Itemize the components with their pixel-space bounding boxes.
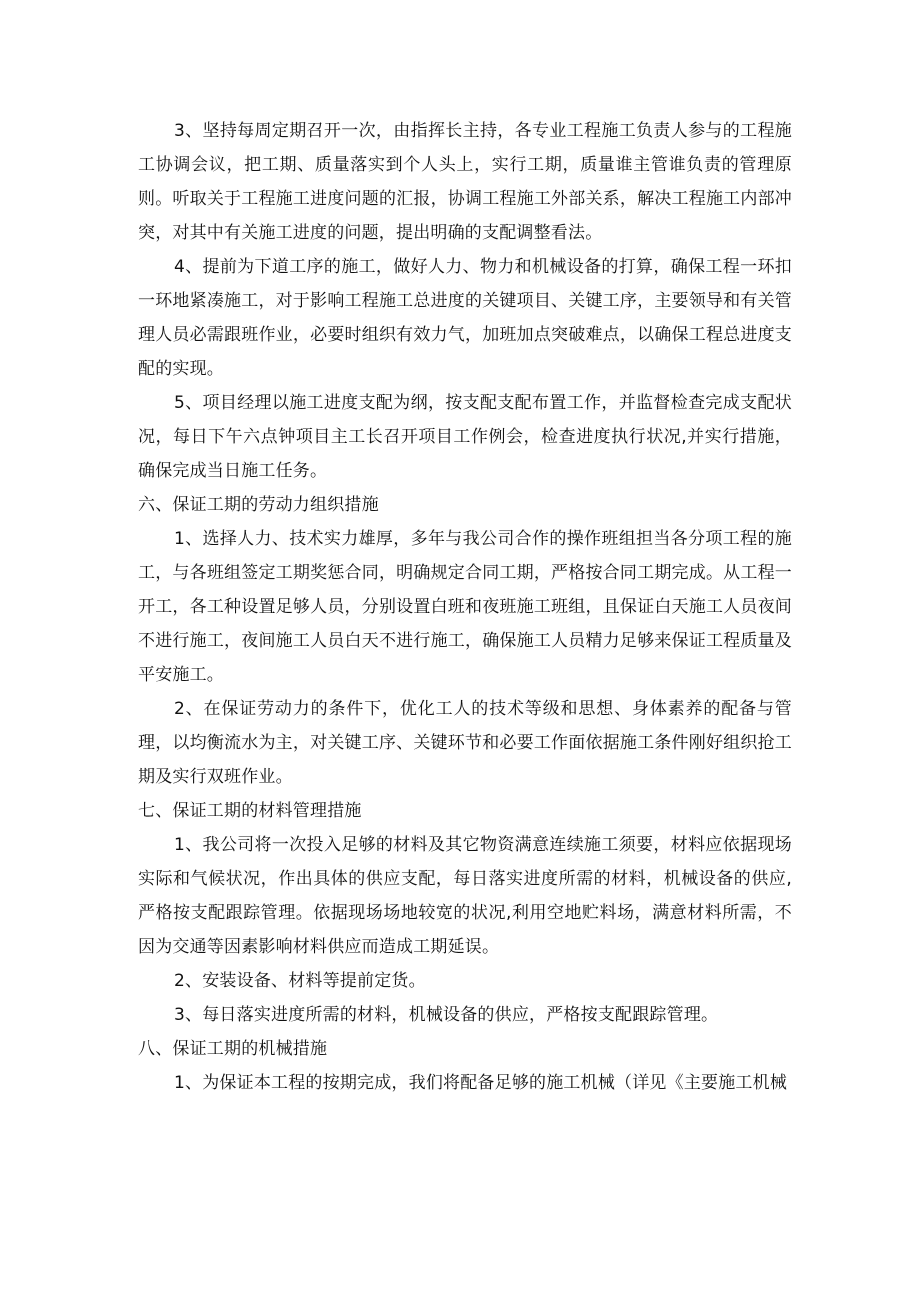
paragraph-daily-material-tracking: 3、每日落实进度所需的材料，机械设备的供应，严格按支配跟踪管理。 <box>174 1005 719 1025</box>
paragraph-material-supply: 1、我公司将一次投入足够的材料及其它物资满意连续施工须要，材料应依据现场实际和气候状况，作出具体的供应支配，每日落实进度所需的材料，机械设备的供应,严格按支配跟踪管理。依据现场场地较宽的状况,利用空地贮料场，满意材料所需，不因为交通等因素影响材料供应而造成工期延误。 <box>138 835 792 957</box>
paragraph-advance-ordering: 2、安装设备、材料等提前定货。 <box>174 971 426 991</box>
paragraph-project-manager-schedule: 5、项目经理以施工进度支配为纲，按支配支配布置工作，并监督检查完成支配状况，每日下午六点钟项目主工长召开项目工作例会，检查进度执行状况,并实行措施，确保完成当日施工任务。 <box>138 393 792 481</box>
paragraph-weekly-meeting: 3、坚持每周定期召开一次，由指挥长主持，各专业工程施工负责人参与的工程施工协调会议，把工期、质量落实到个人头上，实行工期，质量谁主管谁负责的管理原则。听取关于工程施工进度问题的汇报，协调工程施工外部关系，解决工程施工内部冲突，对其中有关施工进度的问题，提出明确的支配调整看法。 <box>138 121 792 243</box>
paragraph-next-process-preparation: 4、提前为下道工序的施工，做好人力、物力和机械设备的打算，确保工程一环扣一环地紧凑施工，对于影响工程施工总进度的关键项目、关键工序，主要领导和有关管理人员必需跟班作业，必要时组织有效力气，加班加点突破难点，以确保工程总进度支配的实现。 <box>138 257 792 379</box>
document-body <box>138 114 792 1100</box>
section-heading-materials: 七、保证工期的材料管理措施 <box>138 801 362 821</box>
paragraph-labor-optimization: 2、在保证劳动力的条件下，优化工人的技术等级和思想、身体素养的配备与管理，以均衡流水为主，对关键工序、关键环节和必要工作面依据施工条件刚好组织抢工期及实行双班作业。 <box>138 699 792 787</box>
section-heading-labor: 六、保证工期的劳动力组织措施 <box>138 495 379 515</box>
paragraph-machinery-allocation: 1、为保证本工程的按期完成，我们将配备足够的施工机械（详见《主要施工机械 <box>174 1073 788 1093</box>
paragraph-labor-teams: 1、选择人力、技术实力雄厚，多年与我公司合作的操作班组担当各分项工程的施工，与各班组签定工期奖惩合同，明确规定合同工期，严格按合同工期完成。从工程一开工，各工种设置足够人员，分别设置白班和夜班施工班组，且保证白天施工人员夜间不进行施工，夜间施工人员白天不进行施工，确保施工人员精力足够来保证工程质量及平安施工。 <box>138 529 792 685</box>
section-heading-machinery: 八、保证工期的机械措施 <box>138 1039 328 1059</box>
